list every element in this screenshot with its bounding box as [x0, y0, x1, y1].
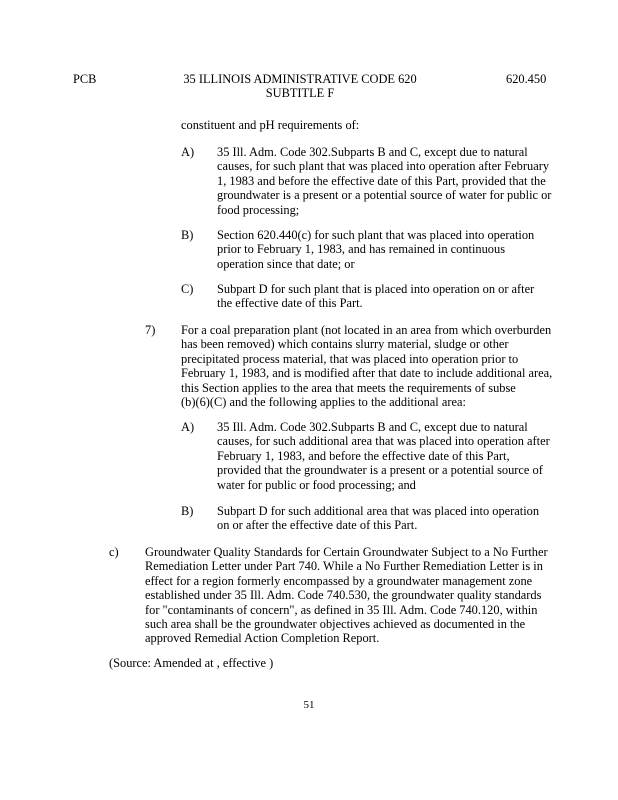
- header-subtitle: SUBTITLE F: [265, 86, 335, 101]
- list-label: C): [181, 282, 194, 296]
- list-text: 35 Ill. Adm. Code 302.Subparts B and C, except due to natural causes, for such plant that was placed into operation after February 1, 1983 and before the effective date of this Part, provided that the groundwater is a present or a potential source of water for public or food processing;: [217, 145, 552, 217]
- header-left: PCB: [73, 72, 97, 86]
- intro-text: constituent and pH requirements of:: [181, 118, 360, 132]
- item-text: Groundwater Quality Standards for Certain Groundwater Subject to a No Further Remediation Letter under Part 740. While a No Further Remediation Letter is in effect for a region formerly encompassed by a groundwater management zone established under 35 Ill. Adm. Code 740.530, the groundwater quality standards for "contaminants of concern", as defined in 35 Ill. Adm. Code 740.120, within such area shall be the groundwater objectives achieved as documented in the approved Remedial Action Completion Report.: [145, 545, 548, 646]
- item-label: c): [109, 545, 119, 559]
- item-label: 7): [145, 323, 156, 337]
- source-note: (Source: Amended at , effective ): [109, 656, 274, 670]
- header-title: 35 ILLINOIS ADMINISTRATIVE CODE 620: [183, 72, 417, 86]
- list-text: 35 Ill. Adm. Code 302.Subparts B and C, except due to natural causes, for such additional area that was placed into operation after February 1, 1983, and before the effective date of this Part, provided that the groundwater is a present or a potential source of water for public or food processing; and: [217, 420, 550, 492]
- list-label: A): [181, 420, 195, 434]
- list-label: B): [181, 228, 194, 242]
- page-number: 51: [303, 699, 315, 711]
- list-text: Section 620.440(c) for such plant that was placed into operation prior to February 1, 1983, and has remained in continuous operation since that date; or: [217, 228, 535, 271]
- header-center: [170, 72, 430, 101]
- list-text: Subpart D for such additional area that was placed into operation on or after the effective date of this Part.: [217, 504, 540, 533]
- list-label: A): [181, 145, 195, 159]
- header-section-number: 620.450: [506, 72, 547, 86]
- list-text: Subpart D for such plant that is placed into operation on or after the effective date of this Part.: [217, 282, 535, 311]
- item-text: For a coal preparation plant (not located in an area from which overburden has been removed) which contains slurry material, sludge or other precipitated process material, that was placed into operation prior to February 1, 1983, and is modified after that date to include additional area, this Section applies to the area that meets the requirements of subse (b)(6)(C) and the following applies to the additional area:: [181, 323, 553, 410]
- list-label: B): [181, 504, 194, 518]
